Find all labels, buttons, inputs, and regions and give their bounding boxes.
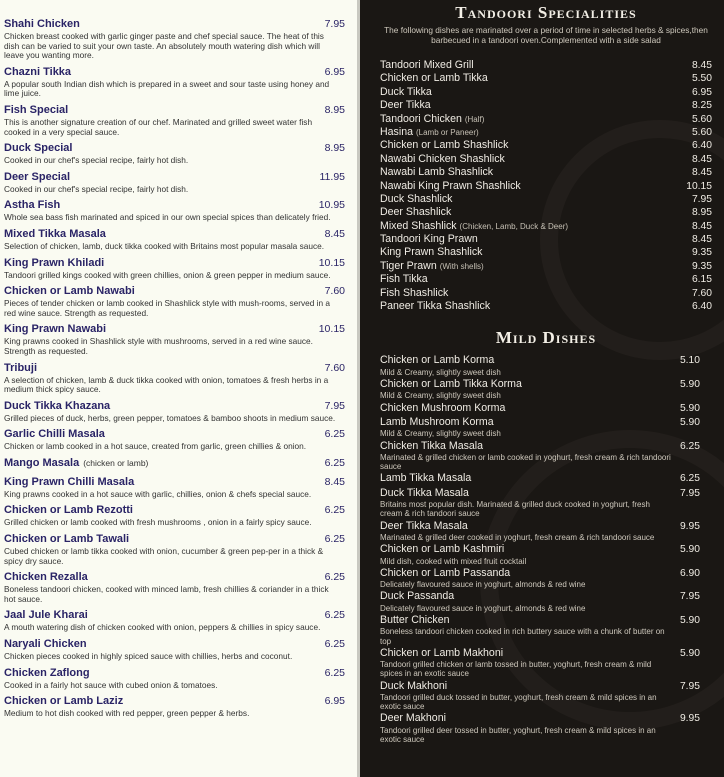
dish-name: Deer Shashlick <box>380 206 452 219</box>
mild-item <box>380 440 712 472</box>
menu-item-row <box>4 453 345 471</box>
dish-price: 6.25 <box>679 473 700 485</box>
menu-item-row <box>4 138 345 156</box>
dish-name: Nawabi Lamb Shashlick <box>380 166 494 179</box>
dish-price: 10.15 <box>318 323 345 336</box>
dish-price: 8.25 <box>691 100 712 112</box>
dish-name: Chicken or Lamb Passanda <box>380 566 511 579</box>
dish-price: 5.90 <box>679 417 700 428</box>
menu-item-title <box>4 396 110 414</box>
menu-item-title <box>4 634 87 652</box>
dish-price: 8.45 <box>324 475 345 488</box>
menu-item-row <box>4 472 345 490</box>
menu-item <box>4 14 345 61</box>
menu-item <box>4 167 345 195</box>
menu-item <box>4 605 345 633</box>
dish-note: (Chicken, Lamb, Duck & Deer) <box>459 221 569 231</box>
dish-price: 6.90 <box>679 567 700 579</box>
dish-description: Chicken or lamb cooked in a hot sauce, created from garlic, green chillies & onion. <box>4 441 307 452</box>
dish-description: Tandoori grilled deer tossed in butter, yoghurt, fresh cream & mild spices in an exotic sauce <box>380 725 656 744</box>
dish-name: Nawabi Chicken Shashlick <box>380 152 505 165</box>
mild-item-row <box>380 354 712 367</box>
menu-item-title <box>4 358 37 376</box>
menu-item-row <box>4 358 345 376</box>
dish-price: 8.95 <box>324 142 345 155</box>
menu-item-row <box>4 529 345 547</box>
dish-name: Fish Special <box>4 103 69 116</box>
dish-price: 6.25 <box>679 440 700 452</box>
menu-item <box>4 319 345 356</box>
dish-description: Delicately flavoured sauce in yoghurt, almonds & red wine <box>380 580 586 590</box>
mild-item <box>380 402 712 415</box>
menu-item-row <box>4 224 345 242</box>
mild-item <box>380 378 712 401</box>
dish-name: Fish Tikka <box>380 273 428 286</box>
dish-name: Jaal Jule Kharai <box>4 609 88 622</box>
dish-description: Cubed chicken or lamb tikka cooked with onion, cucumber & green pep-per in a thick & spicy dry sauce. <box>4 546 324 566</box>
mild-item-row <box>380 712 712 725</box>
menu-item-title <box>4 195 60 213</box>
dish-description: Britains most popular dish. Marinated & grilled duck cooked in yoghurt, fresh cream & rich tandoori sauce <box>380 500 650 519</box>
dish-price: 10.15 <box>686 180 712 192</box>
dish-price: 7.60 <box>324 285 345 298</box>
mild-item <box>380 590 712 613</box>
menu-item <box>4 195 345 223</box>
dish-description: Cooked in our chef's special recipe, fairly hot dish. <box>4 183 189 194</box>
dish-name: King Prawn Chilli Masala <box>4 475 135 488</box>
dish-description: Boneless tandoori chicken cooked in rich buttery sauce with a chunk of butter on top <box>380 627 665 646</box>
mild-item-row <box>380 378 712 391</box>
dish-name: Lamb Mushroom Korma <box>380 416 494 428</box>
dish-description: Chicken pieces cooked in highly spiced sauce with chillies, herbs and coconut. <box>4 651 293 662</box>
dish-name: Tiger Prawn <box>380 259 437 272</box>
menu-item <box>4 62 345 99</box>
dish-price: 5.90 <box>679 614 700 626</box>
dish-name: Chicken or Lamb Tikka <box>380 72 488 85</box>
tandoori-item <box>380 162 712 179</box>
dish-description: Mild & Creamy, slightly sweet dish <box>380 367 501 377</box>
mild-item <box>380 354 712 377</box>
dish-description: Mild dish, cooked with mixed fruit cocktail <box>380 556 527 566</box>
signature-dishes-list <box>4 14 345 719</box>
tandoori-item <box>380 296 712 313</box>
dish-name: Chicken Mushroom Korma <box>380 401 506 414</box>
menu-item-row <box>4 62 345 80</box>
dish-price: 5.50 <box>691 73 712 85</box>
menu-item <box>4 100 345 137</box>
menu-item-row <box>4 691 345 709</box>
dish-description: Tandoori grilled chicken or lamb tossed in butter, yoghurt, fresh cream & mild spices in an exotic sauce <box>380 660 652 679</box>
tandoori-item <box>380 82 712 98</box>
dish-description: Cooked in a fairly hot sauce with cubed onion & tomatoes. <box>4 679 218 690</box>
menu-item-title <box>4 62 71 80</box>
dish-name: King Prawn Nawabi <box>4 323 107 336</box>
dish-name: Naryali Chicken <box>4 638 87 651</box>
dish-price: 5.90 <box>679 379 700 391</box>
menu-item <box>4 634 345 662</box>
dish-name: Duck Makhoni <box>380 679 448 692</box>
dish-name: Chicken Rezalla <box>4 571 88 584</box>
dish-note: (Half) <box>464 114 485 124</box>
dish-name: Chicken Tikka Masala <box>380 439 484 452</box>
mild-item-row <box>380 440 712 453</box>
dish-price: 6.25 <box>324 609 345 622</box>
mild-item-row <box>380 416 712 429</box>
menu-item <box>4 138 345 166</box>
left-menu-page <box>0 0 357 777</box>
tandoori-item <box>380 135 712 152</box>
mild-item <box>380 614 712 646</box>
dish-price: 7.95 <box>324 18 345 30</box>
dish-description: King prawns cooked in a hot sauce with garlic, chillies, onion & chefs special sauce. <box>4 488 312 499</box>
mild-item-row <box>380 680 712 693</box>
menu-item <box>4 529 345 566</box>
dish-name: Chicken or Lamb Kashmiri <box>380 543 505 556</box>
dish-name: Chicken or Lamb Korma <box>380 354 495 367</box>
menu-item-title <box>4 14 80 32</box>
dish-description: Delicately flavoured sauce in yoghurt, almonds & red wine <box>380 603 586 613</box>
tandoori-section-title: Tandoori Specialities <box>455 3 637 22</box>
menu-item-title <box>4 424 105 442</box>
menu-item-title <box>4 500 133 518</box>
dish-description: Selection of chicken, lamb, duck tikka cooked with Britains most popular masala sauce. <box>4 240 325 251</box>
dish-name: Chicken or Lamb Tikka Korma <box>380 378 522 391</box>
dish-description: Chicken breast cooked with garlic ginger paste and chef special sauce. The heat of this dish can be varied to suit your own taste. An absolutely mouth watering dish which will leave you wanting more. <box>4 31 324 61</box>
tandoori-item <box>380 189 712 205</box>
mild-item <box>380 712 712 744</box>
mild-item-row <box>380 543 712 556</box>
dish-price: 7.95 <box>679 591 700 603</box>
dish-price: 8.45 <box>691 234 712 246</box>
dish-description: Whole sea bass fish marinated and spiced in our own special spices than delicately fried. <box>4 212 331 223</box>
menu-item-row <box>4 396 345 414</box>
right-menu-page <box>360 0 724 777</box>
dish-description: This is another signature creation of our chef. Marinated and grilled sweet water fish cooked in a very special sauce. <box>4 116 313 137</box>
mild-section-title: Mild Dishes <box>495 328 597 348</box>
menu-item-title <box>4 100 68 118</box>
menu-item <box>4 281 345 318</box>
menu-item-row <box>4 167 345 185</box>
dish-price: 5.60 <box>691 113 712 125</box>
tandoori-item <box>380 149 712 165</box>
tandoori-item-title <box>380 296 490 314</box>
dish-name: Hasina <box>380 125 413 138</box>
dish-price: 6.25 <box>324 504 345 517</box>
dish-price: 5.90 <box>679 647 700 659</box>
menu-item-row <box>4 424 345 442</box>
mild-item <box>380 416 712 439</box>
dish-price: 6.25 <box>324 638 345 651</box>
dish-price: 6.25 <box>324 428 345 441</box>
dish-price: 6.25 <box>324 533 345 546</box>
mild-item <box>380 520 712 543</box>
dish-price: 7.60 <box>324 361 345 374</box>
mild-list <box>380 354 712 744</box>
dish-description: Grilled chicken or lamb cooked with fresh mushrooms , onion in a fairly spicy sauce. <box>4 517 312 528</box>
mild-item <box>380 680 712 712</box>
dish-description: Boneless tandoori chicken, cooked with minced lamb, fresh chillies & coriander in a thick hot sauce. <box>4 584 329 604</box>
menu-item-title <box>4 224 106 242</box>
dish-name: Duck Tikka Masala <box>380 486 469 499</box>
mild-item <box>380 472 712 485</box>
dish-name: Chicken Zaflong <box>4 666 90 679</box>
dish-name: Chicken or Lamb Laziz <box>4 695 124 708</box>
dish-price: 8.45 <box>691 153 712 165</box>
dish-name: Butter Chicken <box>380 613 450 626</box>
tandoori-item <box>380 95 712 112</box>
dish-name: Duck Tikka Khazana <box>4 399 111 412</box>
dish-description: Medium to hot dish cooked with red pepper, green pepper & herbs. <box>4 708 250 719</box>
dish-name: Tandoori Mixed Grill <box>380 59 474 71</box>
tandoori-item <box>380 216 712 232</box>
menu-item-row <box>4 500 345 518</box>
mild-item-row <box>380 487 712 500</box>
dish-price: 5.10 <box>679 355 700 367</box>
dish-price: 6.95 <box>691 86 712 98</box>
menu-item-title <box>4 167 70 185</box>
dish-description: Marinated & grilled chicken or lamb cooked in yoghurt, fresh cream & rich tandoori sauce <box>380 452 671 472</box>
dish-price: 7.95 <box>324 399 345 412</box>
dish-name: Mixed Shashlick <box>380 219 457 232</box>
mild-item-row <box>380 614 712 627</box>
mild-item-row <box>380 647 712 660</box>
dish-name: Paneer Tikka Shashlick <box>380 300 491 313</box>
dish-price: 9.35 <box>691 247 712 259</box>
dish-price: 8.95 <box>324 103 345 116</box>
menu-item <box>4 663 345 691</box>
dish-price: 9.95 <box>679 520 700 532</box>
dish-price: 11.95 <box>319 170 345 183</box>
dish-description: Tandoori grilled kings cooked with green chillies, onion & green pepper in medium sauce. <box>4 269 331 280</box>
tandoori-item <box>380 202 712 219</box>
dish-price: 5.60 <box>691 126 712 138</box>
dish-note: (With shells) <box>439 261 484 271</box>
dish-name: Astha Fish <box>4 199 61 212</box>
dish-name: Mixed Tikka Masala <box>4 227 106 240</box>
dish-price: 6.25 <box>324 666 345 679</box>
dish-price: 7.95 <box>679 487 700 499</box>
menu-item-row <box>4 281 345 299</box>
dish-price: 6.25 <box>324 571 345 584</box>
dish-name: Tribuji <box>4 361 37 374</box>
dish-price: 6.40 <box>691 301 712 313</box>
dish-name: Garlic Chilli Masala <box>4 428 105 441</box>
dish-price: 5.90 <box>679 544 700 556</box>
mild-item <box>380 647 712 679</box>
dish-price: 5.90 <box>679 402 700 414</box>
dish-price: 6.25 <box>324 456 345 469</box>
dish-price: 8.45 <box>691 167 712 179</box>
dish-name: Chicken or Lamb Tawali <box>4 533 130 546</box>
dish-name: Tandoori King Prawn <box>380 233 478 246</box>
dish-description: Marinated & grilled deer cooked in yoghurt, fresh cream & rich tandoori sauce <box>380 532 655 542</box>
dish-note: (chicken or lamb) <box>83 457 149 468</box>
menu-item <box>4 500 345 528</box>
dish-description: A mouth watering dish of chicken cooked with onion, peppers & chillies in spicy sauce. <box>4 622 321 633</box>
dish-price: 6.40 <box>691 140 712 152</box>
menu-item-row <box>4 634 345 652</box>
menu-item-title <box>4 453 156 471</box>
dish-price: 7.95 <box>679 680 700 692</box>
dish-name: Tandoori Chicken <box>380 112 462 125</box>
dish-description: Pieces of tender chicken or lamb cooked in Shashlick style with mush-rooms, served in a red wine sauce. Strength as requested. <box>4 298 331 318</box>
dish-name: Fish Shashlick <box>380 286 449 299</box>
mild-item <box>380 487 712 519</box>
menu-item <box>4 453 345 471</box>
dish-price: 6.95 <box>324 695 345 708</box>
menu-item-row <box>4 567 345 585</box>
menu-item <box>4 424 345 452</box>
dish-name: Deer Tikka Masala <box>380 519 468 532</box>
menu-item-row <box>4 14 345 32</box>
menu-item <box>4 396 345 424</box>
dish-description: A popular south Indian dish which is prepared in a sweet and sour taste using honey and lime juice. <box>4 78 330 99</box>
tandoori-list <box>380 55 712 313</box>
menu-item-row <box>4 100 345 118</box>
mild-item-row <box>380 520 712 533</box>
menu-item-row <box>4 663 345 681</box>
menu-item-title <box>4 138 72 156</box>
dish-description: Cooked in our chef's special recipe, fairly hot dish. <box>4 155 189 166</box>
dish-price: 8.45 <box>691 220 712 232</box>
dish-name: Lamb Tikka Masala <box>380 472 472 485</box>
dish-name: King Prawn Khiladi <box>4 256 105 269</box>
dish-price: 9.95 <box>679 713 700 725</box>
dish-description: A selection of chicken, lamb & duck tikka cooked with onion, tomatoes & fresh herbs in a medium thick spicy sauce. <box>4 374 329 395</box>
menu-item-row <box>4 605 345 623</box>
mild-item <box>380 567 712 590</box>
dish-name: Shahi Chicken <box>4 18 80 30</box>
tandoori-item <box>380 283 712 299</box>
dish-price: 8.45 <box>691 60 712 71</box>
tandoori-intro: The following dishes are marinated over a period of time in selected herbs & spices,then barbecued in a tandoori oven.Complemented with a side salad <box>384 25 708 45</box>
mild-item-row <box>380 590 712 603</box>
menu-item-title <box>4 567 88 585</box>
dish-price: 7.60 <box>691 287 712 299</box>
menu-item-row <box>4 195 345 213</box>
dish-name: Duck Special <box>4 142 73 155</box>
mild-item-row <box>380 567 712 580</box>
dish-description: Tandoori grilled duck tossed in butter, yoghurt, fresh cream & mild spices in an exotic sauce <box>380 692 657 712</box>
mild-item <box>380 543 712 566</box>
dish-name: Chazni Tikka <box>4 65 72 78</box>
dish-price: 7.95 <box>691 193 712 205</box>
menu-item-title <box>4 281 135 299</box>
dish-price: 10.15 <box>318 256 345 269</box>
tandoori-item <box>380 68 712 85</box>
dish-name: Duck Shashlick <box>380 192 453 205</box>
tandoori-item <box>380 176 712 192</box>
dish-name: Duck Tikka <box>380 85 432 98</box>
menu-item-title <box>4 605 88 623</box>
tandoori-item <box>380 256 712 272</box>
menu-item-title <box>4 529 129 547</box>
dish-price: 8.45 <box>324 227 345 240</box>
menu-item-title <box>4 691 123 709</box>
dish-name: Duck Passanda <box>380 590 455 603</box>
dish-price: 6.15 <box>691 274 712 286</box>
dish-name: Chicken or Lamb Shashlick <box>380 139 509 152</box>
dish-description: Mild & Creamy, slightly sweet dish <box>380 429 501 439</box>
menu-item <box>4 358 345 395</box>
dish-name: Deer Special <box>4 170 71 183</box>
tandoori-item <box>380 242 712 259</box>
tandoori-item <box>380 55 712 71</box>
mild-item-row <box>380 402 712 415</box>
dish-name: Chicken or Lamb Rezotti <box>4 504 133 517</box>
dish-name: Mango Masala <box>4 456 80 469</box>
dish-name: Chicken or Lamb Makhoni <box>380 646 504 659</box>
dish-name: Nawabi King Prawn Shashlick <box>380 179 521 192</box>
dish-name: Chicken or Lamb Nawabi <box>4 285 135 298</box>
menu-item-row <box>4 253 345 271</box>
dish-price: 10.95 <box>318 199 345 212</box>
dish-name: King Prawn Shashlick <box>380 246 483 259</box>
menu-item <box>4 472 345 500</box>
tandoori-item <box>380 109 712 125</box>
dish-description: Mild & Creamy, slightly sweet dish <box>380 391 501 401</box>
dish-price: 8.95 <box>691 207 712 219</box>
dish-price: 6.95 <box>324 65 345 78</box>
menu-item-title <box>4 319 106 337</box>
dish-price: 9.35 <box>691 260 712 272</box>
dish-name: Deer Makhoni <box>380 712 446 725</box>
menu-item-row <box>4 319 345 337</box>
dish-description: Grilled pieces of duck, herbs, green pepper, tomatoes & bamboo shoots in medium sauce. <box>4 412 336 423</box>
dish-name: Deer Tikka <box>380 99 431 112</box>
menu-item <box>4 253 345 281</box>
dish-description: King prawns cooked in Shashlick style with mushrooms, served in a red wine sauce. Strength as requested. <box>4 336 313 356</box>
dish-note: (Lamb or Paneer) <box>415 127 479 137</box>
tandoori-item <box>380 122 712 138</box>
menu-item <box>4 691 345 719</box>
menu-item-title <box>4 253 104 271</box>
menu-item-title <box>4 472 134 490</box>
menu-item <box>4 224 345 252</box>
mild-item-row <box>380 472 712 485</box>
menu-item-title <box>4 663 90 681</box>
menu-item <box>4 567 345 604</box>
